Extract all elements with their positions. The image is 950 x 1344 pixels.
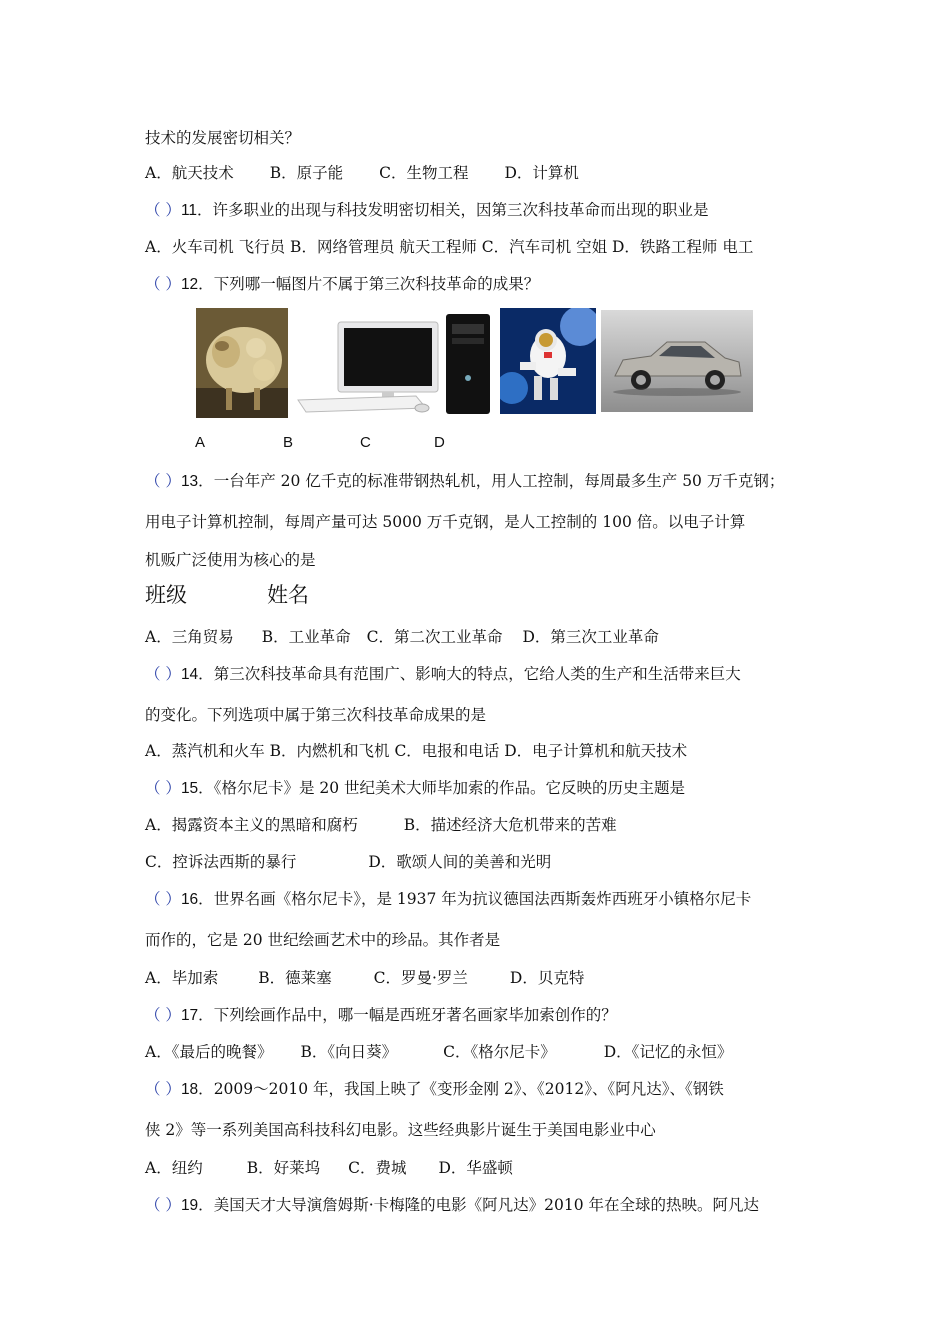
q14-options: A．蒸汽机和火车 B．内燃机和飞机 C．电报和电话 D．电子计算机和航天技术	[145, 742, 688, 760]
option-d: D．计算机	[504, 164, 579, 182]
question-text: 一台年产 20 亿千克的标准带钢热轧机，用人工控制，每周最多生产 50 万千克钢；	[213, 472, 785, 490]
answer-bracket: （ ）	[145, 665, 181, 683]
question-number: 13．	[180, 473, 214, 490]
question-text: 美国天才大导演詹姆斯·卡梅隆的电影《阿凡达》2010 年在全球的热映。阿凡达	[213, 1196, 759, 1214]
option-c: C．罗曼·罗兰	[373, 969, 468, 987]
option-a: A．揭露资本主义的黑暗和腐朽	[145, 816, 358, 834]
q18-options	[145, 1157, 513, 1179]
q15-options-cd	[145, 851, 551, 873]
name-label: 姓名	[267, 583, 309, 607]
option-c: C．《格尔尼卡》	[443, 1043, 556, 1061]
option-b: B．描述经济大危机带来的苦难	[403, 816, 617, 834]
q16-options	[145, 967, 584, 989]
question-text: 下列哪一幅图片不属于第三次科技革命的成果？	[213, 275, 540, 293]
computer-image	[296, 308, 496, 420]
q17-options	[145, 1041, 732, 1063]
astronaut-image	[500, 308, 596, 414]
q13-options	[145, 626, 659, 648]
option-c: C．控诉法西斯的暴行	[145, 853, 297, 871]
question-text: 第三次科技革命具有范围广、影响大的特点，它给人类的生产和生活带来巨大	[213, 665, 741, 683]
answer-bracket: （ ）	[145, 779, 181, 797]
class-name-header	[145, 584, 309, 606]
question-17	[145, 1004, 617, 1027]
option-c: C．生物工程	[379, 164, 469, 182]
answer-bracket: （ ）	[145, 1080, 181, 1098]
option-a: A．毕加索	[145, 969, 219, 987]
option-b: B．工业革命	[261, 628, 351, 646]
text-line: 技术的发展密切相关？	[145, 129, 301, 147]
option-a: A．三角贸易	[145, 628, 234, 646]
option-a: A．《最后的晚餐》	[145, 1043, 273, 1061]
q11-options: A．火车司机 飞行员 B．网络管理员 航天工程师 C．汽车司机 空姐 D．铁路工程师 电工	[145, 238, 754, 256]
q15-options-ab	[145, 814, 617, 836]
question-18	[145, 1078, 724, 1101]
option-d: D．华盛顿	[438, 1159, 513, 1177]
option-c: C．第二次工业革命	[366, 628, 503, 646]
question-text: 世界名画《格尔尼卡》，是 1937 年为抗议德国法西斯轰炸西班牙小镇格尔尼卡	[213, 890, 752, 908]
option-d: D．《记忆的永恒》	[603, 1043, 733, 1061]
question-text: 《格尔尼卡》是 20 世纪美术大师毕加索的作品。它反映的历史主题是	[213, 779, 686, 797]
text-line: 侠 2》等一系列美国高科技科幻电影。这些经典影片诞生于美国电影业中心	[145, 1121, 656, 1139]
option-b: B．德莱塞	[258, 969, 332, 987]
image-label-d: D	[434, 434, 445, 451]
q12-image-row	[196, 308, 756, 422]
answer-bracket: （ ）	[145, 1196, 181, 1214]
question-number: 14．	[180, 666, 214, 683]
question-number: 15．	[180, 780, 214, 797]
question-14	[145, 663, 741, 686]
option-d: D．第三次工业革命	[522, 628, 659, 646]
class-label: 班级	[145, 583, 187, 607]
question-number: 19．	[180, 1197, 214, 1214]
option-b: B．《向日葵》	[300, 1043, 398, 1061]
text-line: 而作的，它是 20 世纪绘画艺术中的珍品。其作者是	[145, 931, 501, 949]
text-line: 用电子计算机控制，每周产量可达 5000 万千克钢，是人工控制的 100 倍。以电子计算	[145, 513, 746, 531]
question-13	[145, 470, 784, 493]
question-number: 11．	[180, 202, 213, 219]
answer-bracket: （ ）	[145, 472, 181, 490]
option-a: A．纽约	[145, 1159, 203, 1177]
text-line: 的变化。下列选项中属于第三次科技革命成果的是	[145, 706, 487, 724]
answer-bracket: （ ）	[145, 1006, 181, 1024]
question-text: 2009～2010 年，我国上映了《变形金刚 2》、《2012》、《阿凡达》、《钢铁	[213, 1080, 724, 1098]
question-text: 下列绘画作品中，哪一幅是西班牙著名画家毕加索创作的？	[213, 1006, 617, 1024]
option-b: B．原子能	[269, 164, 344, 182]
question-text: 许多职业的出现与科技发明密切相关，因第三次科技革命而出现的职业是	[212, 201, 709, 219]
question-12	[145, 273, 539, 296]
option-a: A．航天技术	[145, 164, 234, 182]
question-number: 16．	[180, 891, 214, 908]
car-image	[601, 310, 753, 412]
text-line: 机贩广泛使用为核心的是	[145, 551, 316, 569]
option-d: D．贝克特	[509, 969, 585, 987]
sheep-image	[196, 308, 288, 418]
image-label-b: B	[283, 434, 294, 451]
question-19	[145, 1194, 759, 1217]
option-d: D．歌颂人间的美善和光明	[368, 853, 552, 871]
question-number: 18．	[180, 1081, 214, 1098]
answer-bracket: （ ）	[145, 201, 181, 219]
answer-bracket: （ ）	[145, 890, 181, 908]
option-b: B．好莱坞	[246, 1159, 321, 1177]
answer-bracket: （ ）	[145, 275, 181, 293]
image-label-a: A	[195, 434, 206, 451]
option-c: C．费城	[348, 1159, 407, 1177]
question-16	[145, 888, 751, 911]
q10-options	[145, 162, 579, 184]
question-15	[145, 777, 685, 800]
question-11	[145, 199, 709, 222]
image-label-c: C	[360, 434, 371, 451]
question-number: 12．	[180, 276, 214, 293]
question-number: 17．	[180, 1007, 214, 1024]
